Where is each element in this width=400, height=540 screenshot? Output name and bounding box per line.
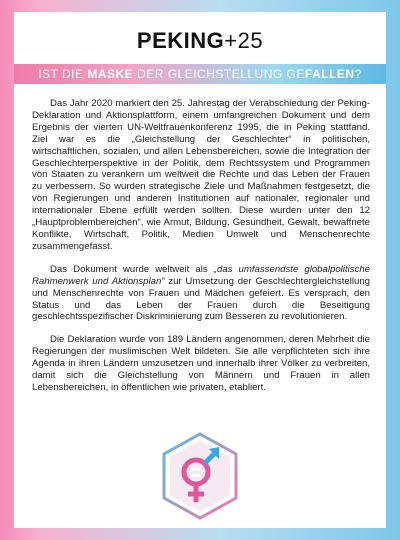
document-page: [14, 12, 386, 528]
title-light: +25: [224, 28, 264, 53]
paragraph-2-end: zur Umsetzung der Geschlechtergleichstellung und Menschenrechte von Frauen und Mädchen gefeiert. Es versprach, den Status und das Leben der Frauen durch die Beseitigung geschlechtsspezifischer Diskriminierung zum Besseren zu revolutionieren.: [32, 275, 370, 323]
subtitle-bold-2: FALLEN: [304, 67, 355, 81]
subtitle-part-2: DER GLEICHSTELLUNG GE: [133, 67, 305, 81]
subtitle-bold-1: MASKE: [87, 67, 134, 81]
paragraph-3: Die Deklaration wurde von 189 Ländern angenommen, deren Mehrheit die Regierungen der muslimischen Welt bildeten. Sie alle verpflichteten sich ihre Agenda in ihren Ländern umzusetzen und innerhalb ihrer Völker zu verbreiten, damit sich die Gleichstellung von Männern und Frauen in allen Lebensbereichen, in öffentlichen wie privaten, etabliert.: [32, 334, 370, 393]
title-bold: PEKING: [136, 28, 225, 53]
page-title: [14, 28, 386, 54]
paragraph-2-start: Das Dokument wurde weltweit als: [50, 263, 214, 275]
subtitle-part-1: IST DIE: [38, 67, 88, 81]
paragraph-1: Das Jahr 2020 markiert den 25. Jahrestag der Verabschiedung der Peking-Deklaration und Aktionsplattform, einem umfangreichen Dokument und dem Ergebnis der vierten UN-Weltfrauenkonferenz 1995, die in Peking stattfand. Ziel war es die „Gleichstellung der Geschlechter“ in politischen, wirtschaftlichen, sozialen, und allen Lebensbereichen, sowie die Integration der Geschlechterperspektive in der Politik, dem Rechtssystem und Programmen von Staaten zu verankern um weltweit die Rechte und das Leben der Frauen zu verbessern. So wurden strategische Ziele und Maßnahmen festgesetzt, die von Regierungen und anderen Institutionen auf nationaler, regionaler und internationaler Ebene erfüllt werden sollten. Diese wurden unter den 12 „Hauptproblembereichen“, wie Armut, Bildung, Gesundheit, Gewalt, bewaffnete Konflikte, Wirtschaft, Politik, Medien Umwelt und Menschenrechte zusammengefasst.: [32, 98, 370, 252]
subtitle-part-3: ?: [354, 67, 362, 81]
gender-equality-hexagon-icon: [159, 430, 241, 522]
paragraph-2: [32, 264, 370, 324]
article-body: [32, 98, 370, 405]
paragraph-2-quote: „das umfassendste globalpolitische Rahmenwerk und Aktionsplan“: [32, 263, 370, 287]
subtitle-banner: [14, 64, 386, 84]
